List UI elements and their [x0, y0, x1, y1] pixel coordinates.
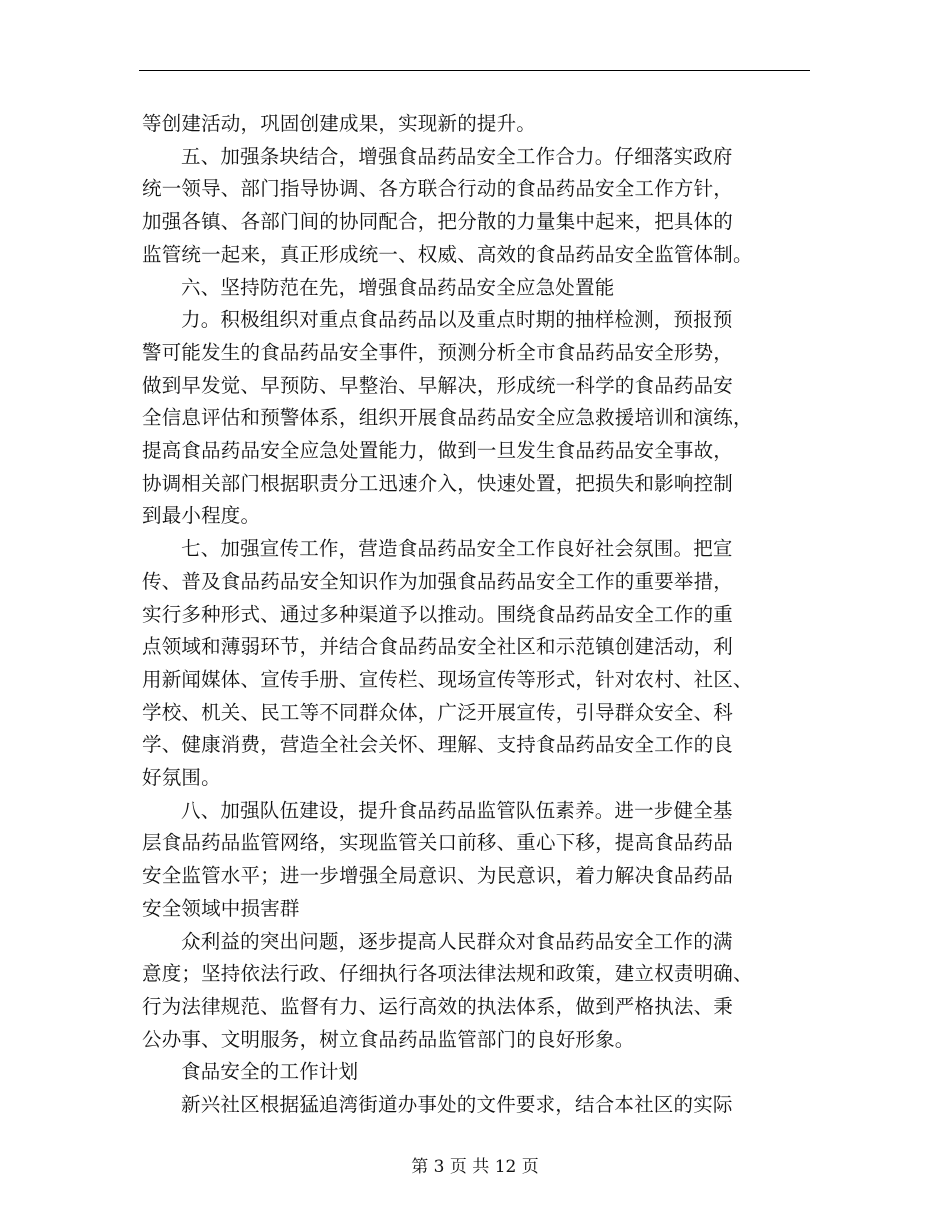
- text-line: 传、普及食品药品安全知识作为加强食品药品安全工作的重要举措，: [142, 569, 734, 593]
- header-rule: [139, 70, 810, 71]
- paragraph: [142, 108, 822, 141]
- paragraph: [142, 795, 822, 926]
- paragraph: [142, 304, 822, 533]
- text-line: 意度；坚持依法行政、仔细执行各项法律法规和政策，建立权责明确、: [142, 962, 753, 986]
- paragraph: [142, 141, 822, 272]
- text-line: 加强各镇、各部门间的协同配合，把分散的力量集中起来，把具体的: [142, 210, 734, 234]
- text-line: 层食品药品监管网络，实现监管关口前移、重心下移，提高食品药品: [142, 831, 734, 855]
- text-line: 众利益的突出问题，逐步提高人民群众对食品药品安全工作的满: [181, 929, 733, 953]
- text-line: 监管统一起来，真正形成统一、权威、高效的食品药品安全监管体制。: [142, 242, 753, 266]
- text-line: 力。积极组织对重点食品药品以及重点时期的抽样检测，预报预: [181, 308, 733, 332]
- paragraph: [142, 1089, 822, 1122]
- text-line: 七、加强宣传工作，营造食品药品安全工作良好社会氛围。把宣: [181, 537, 733, 561]
- page-footer: 第 3 页 共 12 页: [411, 1157, 539, 1177]
- text-line: 到最小程度。: [142, 504, 261, 528]
- text-line: 食品安全的工作计划: [181, 1060, 359, 1084]
- paragraph: [142, 1056, 822, 1089]
- text-line: 安全监管水平；进一步增强全局意识、为民意识，着力解决食品药品: [142, 864, 734, 888]
- text-line: 实行多种形式、通过多种渠道予以推动。围绕食品药品安全工作的重: [142, 602, 734, 626]
- text-line: 安全领域中损害群: [142, 896, 300, 920]
- paragraph: [142, 926, 822, 1057]
- text-line: 五、加强条块结合，增强食品药品安全工作合力。仔细落实政府: [181, 144, 733, 168]
- text-line: 警可能发生的食品药品安全事件，预测分析全市食品药品安全形势，: [142, 340, 734, 364]
- text-line: 学校、机关、民工等不同群众体，广泛开展宣传，引导群众安全、科: [142, 700, 734, 724]
- text-line: 新兴社区根据猛追湾街道办事处的文件要求，结合本社区的实际: [181, 1093, 733, 1117]
- text-line: 点领域和薄弱环节，并结合食品药品安全社区和示范镇创建活动，利: [142, 635, 734, 659]
- paragraph: [142, 533, 822, 795]
- paragraph: [142, 272, 822, 305]
- text-line: 统一领导、部门指导协调、各方联合行动的食品药品安全工作方针，: [142, 177, 734, 201]
- text-line: 做到早发觉、早预防、早整治、早解决，形成统一科学的食品药品安: [142, 373, 734, 397]
- text-line: 六、坚持防范在先，增强食品药品安全应急处置能: [181, 275, 615, 299]
- text-line: 提高食品药品安全应急处置能力，做到一旦发生食品药品安全事故，: [142, 439, 734, 463]
- document-body: [142, 108, 822, 1122]
- text-line: 协调相关部门根据职责分工迅速介入，快速处置，把损失和影响控制: [142, 471, 734, 495]
- text-line: 好氛围。: [142, 766, 221, 790]
- text-line: 公办事、文明服务，树立食品药品监管部门的良好形象。: [142, 1027, 635, 1051]
- text-line: 等创建活动，巩固创建成果，实现新的提升。: [142, 112, 537, 135]
- text-line: 全信息评估和预警体系，组织开展食品药品安全应急救援培训和演练，: [142, 406, 753, 430]
- text-line: 八、加强队伍建设，提升食品药品监管队伍素养。进一步健全基: [181, 798, 733, 822]
- text-line: 行为法律规范、监督有力、运行高效的执法体系，做到严格执法、秉: [142, 994, 734, 1018]
- text-line: 学、健康消费，营造全社会关怀、理解、支持食品药品安全工作的良: [142, 733, 734, 757]
- text-line: 用新闻媒体、宣传手册、宣传栏、现场宣传等形式，针对农村、社区、: [142, 667, 753, 691]
